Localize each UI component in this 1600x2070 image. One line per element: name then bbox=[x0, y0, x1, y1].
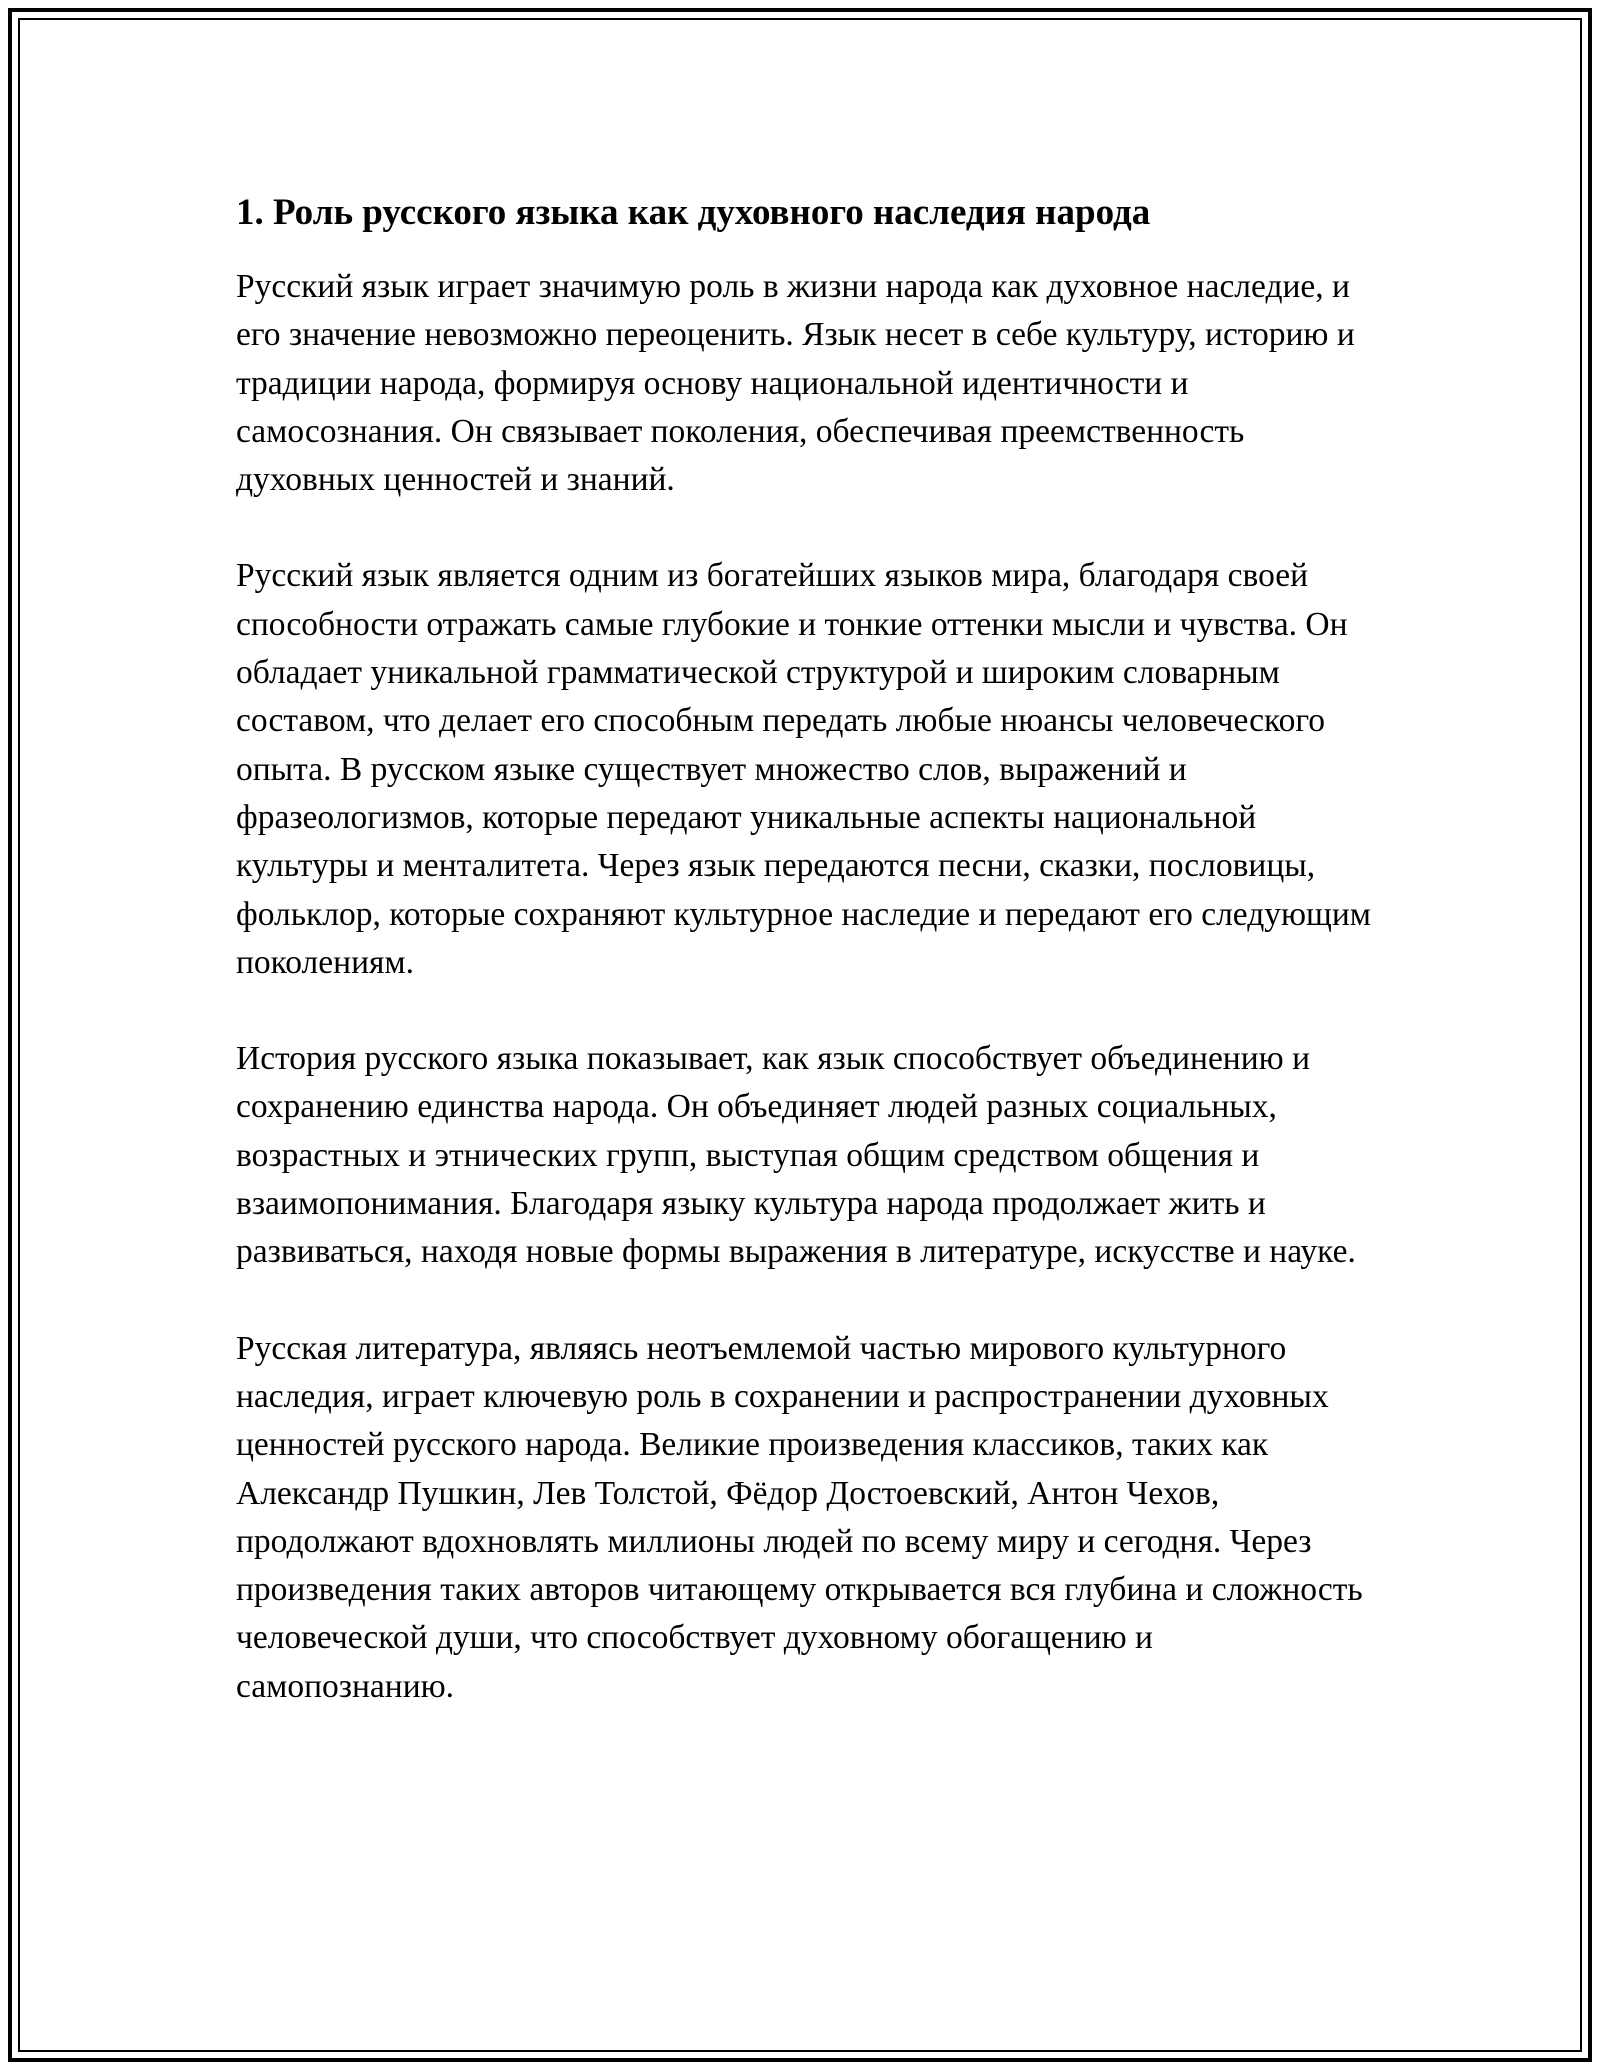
paragraph-3: История русского языка показывает, как язык способствует объединению и сохранению единства народа. Он объединяет людей разных социальных, возрастных и этнических групп, выступая общим средством общения и взаимопонимания. Благодаря языку культура народа продолжает жить и развиваться, находя новые формы выражения в литературе, искусстве и науке. bbox=[236, 1040, 1356, 1271]
paragraph-2: Русский язык является одним из богатейших языков мира, благодаря своей способности отражать самые глубокие и тонкие оттенки мысли и чувства. Он обладает уникальной грамматической структурой и широким словарным составом, что делает его способным передать любые нюансы человеческого опыта. В русском языке существует множество слов, выражений и фразеологизмов, которые передают уникальные аспекты национальной культуры и менталитета. Через язык передаются песни, сказки, пословицы, фольклор, которые сохраняют культурное наследие и передают его следующим поколениям. bbox=[236, 557, 1371, 981]
paragraph-1: Русский язык играет значимую роль в жизни народа как духовное наследие, и его значение невозможно переоценить. Язык несет в себе культуру, историю и традиции народа, формируя основу национальной идентичности и самосознания. Он связывает поколения, обеспечивая преемственность духовных ценностей и знаний. bbox=[236, 268, 1355, 499]
document-body bbox=[236, 188, 1376, 1759]
section-heading: 1. Роль русского языка как духовного наследия народа bbox=[236, 192, 1151, 233]
paragraph-4: Русская литература, являясь неотъемлемой частью мирового культурного наследия, играет ключевую роль в сохранении и распространении духовных ценностей русского народа. Великие произведения классиков, таких как Александр Пушкин, Лев Толстой, Фёдор Достоевский, Антон Чехов, продолжают вдохновлять миллионы людей по всему миру и сегодня. Через произведения таких авторов читающему открывается вся глубина и сложность человеческой души, что способствует духовному обогащению и самопознанию. bbox=[236, 1329, 1363, 1705]
